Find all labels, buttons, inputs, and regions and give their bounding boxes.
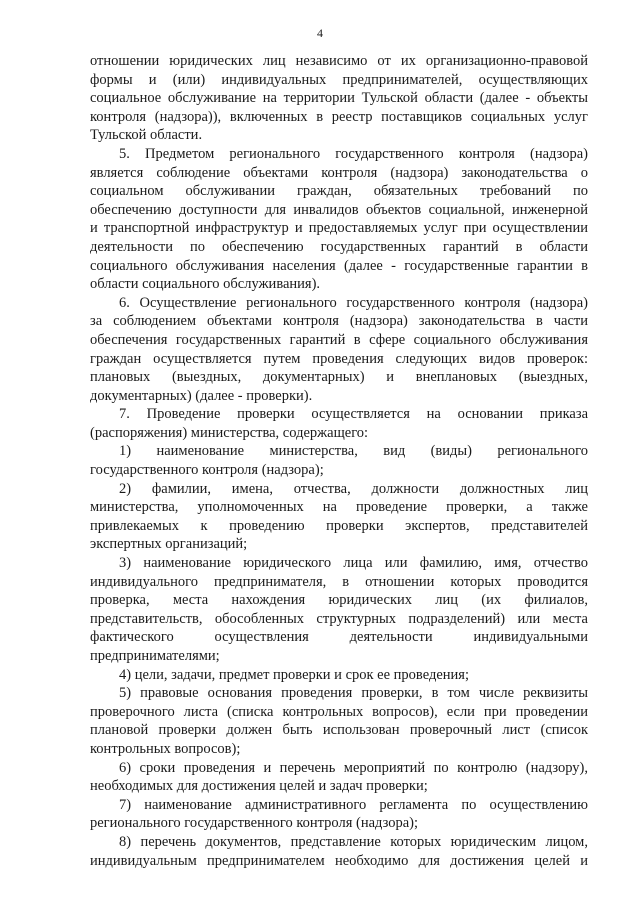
text-line: привлекаемых к проведению проверки экспертов, представителей	[90, 517, 588, 534]
text-line: 3) наименование юридического лица или фамилию, имя, отчество	[119, 555, 588, 572]
text-line: контрольных вопросов);	[90, 740, 241, 757]
paragraph	[90, 294, 588, 406]
text-line: документарных) (далее - проверки).	[90, 387, 313, 404]
text-line: обеспечению доступности для инвалидов объектов социальной, инженерной	[90, 201, 588, 218]
text-line: социальном обслуживании граждан, обязательных требований по	[90, 183, 588, 200]
text-line: является соблюдение объектами контроля (надзора) законодательства о	[90, 164, 588, 181]
text-line: 6. Осуществление регионального государственного контроля (надзора)	[119, 294, 588, 311]
text-line: проверочного листа (списка контрольных вопросов), если при проведении	[90, 703, 588, 720]
paragraph	[90, 666, 588, 685]
text-line: необходимых для достижения целей и задач проверки;	[90, 778, 428, 795]
text-line: министерства, уполномоченных на проведение проверки, а также	[90, 499, 588, 516]
text-line: регионального государственного контроля (надзора);	[90, 815, 419, 832]
text-line: Тульской области.	[90, 127, 203, 144]
paragraph	[90, 796, 588, 833]
text-line: и транспортной инфраструктур и предоставляемых услуг при осуществлении	[90, 220, 588, 237]
paragraph	[90, 833, 588, 870]
page-number: 4	[317, 26, 323, 40]
text-line: формы и (или) индивидуальных предпринимателей, осуществляющих	[90, 71, 588, 88]
text-line: социальное обслуживание на территории Тульской области (далее - объекты	[90, 90, 588, 107]
text-line: 8) перечень документов, представление которых юридическим лицом,	[119, 833, 588, 850]
text-line: фактического осуществления деятельности индивидуальными	[90, 629, 588, 646]
text-line: 5) правовые основания проведения проверки, в том числе реквизиты	[119, 685, 588, 702]
text-line: индивидуального предпринимателя, в отношении которых проводится	[90, 573, 588, 590]
text-line: за соблюдением объектами контроля (надзора) законодательства в части	[90, 313, 588, 330]
text-line: государственного контроля (надзора);	[90, 462, 324, 479]
text-line: 7) наименование административного регламента по осуществлению	[119, 796, 588, 813]
text-line: социального обслуживания населения (далее - государственные гарантии в	[90, 257, 588, 274]
paragraph	[90, 759, 588, 796]
text-line: 4) цели, задачи, предмет проверки и срок ее проведения;	[119, 666, 469, 683]
paragraph	[90, 52, 588, 145]
paragraph	[90, 684, 588, 758]
paragraph	[90, 442, 588, 479]
text-line: проверка, места нахождения юридических лиц (их филиалов,	[90, 592, 588, 609]
paragraph	[90, 554, 588, 666]
paragraph	[90, 480, 588, 554]
paragraph	[90, 145, 588, 294]
text-line: 2) фамилии, имена, отчества, должности должностных лиц	[119, 480, 588, 497]
text-line: (распоряжения) министерства, содержащего:	[90, 424, 369, 441]
text-line: области социального обслуживания).	[90, 276, 321, 293]
text-line: экспертных организаций;	[90, 536, 248, 553]
text-line: плановых (выездных, документарных) и внеплановых (выездных,	[90, 369, 588, 386]
text-line: плановой проверки должен быть использован проверочный лист (список	[90, 722, 588, 739]
text-line: 1) наименование министерства, вид (виды) регионального	[119, 443, 588, 460]
text-line: 7. Проведение проверки осуществляется на основании приказа	[119, 406, 588, 423]
text-line: контроля (надзора)), включенных в реестр поставщиков социальных услуг	[90, 108, 588, 125]
text-line: представительств, обособленных структурных подразделений) или места	[90, 610, 588, 627]
text-line: обеспечения государственных гарантий в сфере социального обслуживания	[90, 331, 588, 348]
paragraph	[90, 405, 588, 442]
text-line: отношении юридических лиц независимо от их организационно-правовой	[90, 53, 588, 69]
text-line: деятельности по обеспечению государственных гарантий в области	[90, 238, 588, 255]
text-line: индивидуальным предпринимателем необходимо для достижения целей и	[90, 852, 588, 869]
text-line: 5. Предметом регионального государственного контроля (надзора)	[119, 145, 588, 162]
document-body	[90, 52, 588, 870]
text-line: граждан осуществляется путем проведения следующих видов проверок:	[90, 350, 588, 367]
text-line: 6) сроки проведения и перечень мероприятий по контролю (надзору),	[119, 759, 588, 776]
text-line: предпринимателями;	[90, 648, 220, 664]
